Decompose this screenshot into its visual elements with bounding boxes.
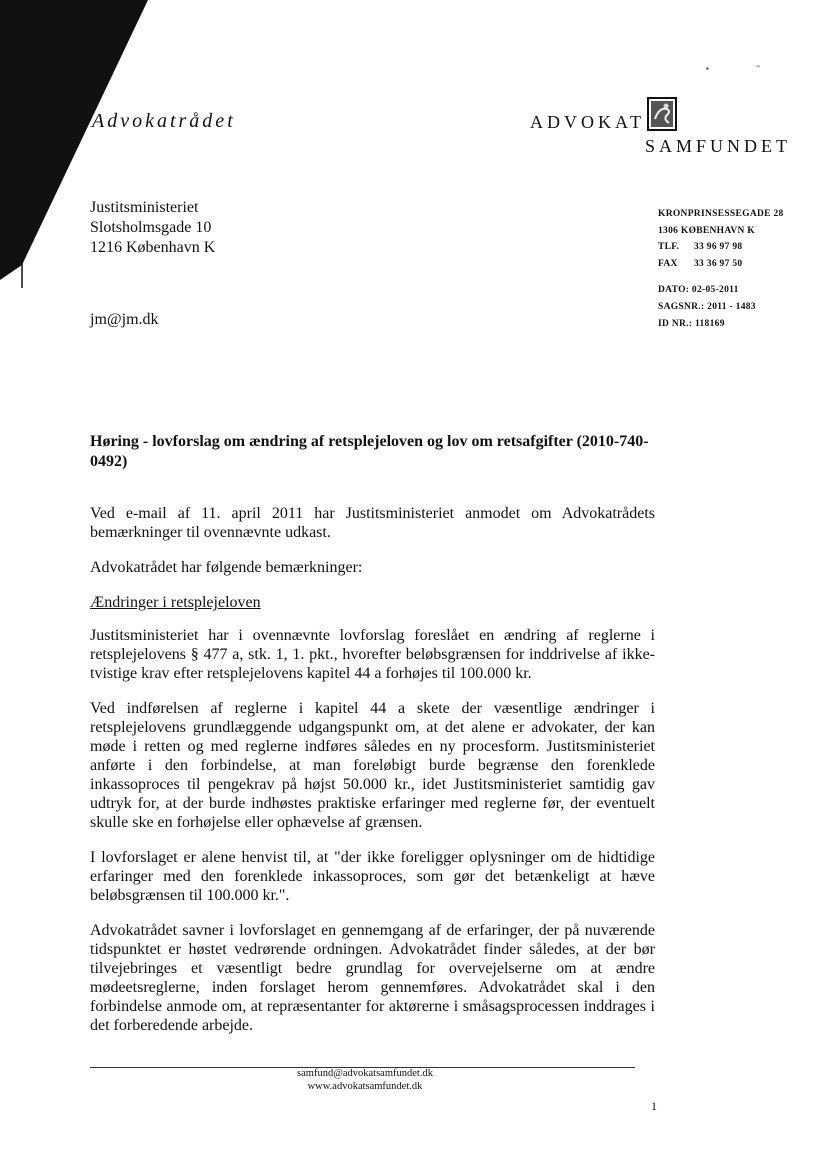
body-paragraph: Justitsministeriet har i ovennævnte lovforslag foreslået en ændring af reglerne i retsplejelovens § 477 a, stk. 1, 1. pkt., hvorefter beløbsgrænsen for inddrivelse af ikke-tvistige krav efter retsplejelovens kapitel 44 a forhøjes til 100.000 kr. bbox=[90, 627, 655, 682]
scan-speck: ▪ bbox=[706, 64, 709, 73]
advokatraadet-wordmark: Advokatrådet bbox=[92, 110, 236, 132]
case-number: SAGSNR.: 2011 - 1483 bbox=[658, 302, 756, 312]
advokatsamfundet-logo bbox=[530, 94, 800, 164]
justice-emblem-icon bbox=[647, 97, 677, 131]
body-paragraph: Ved e-mail af 11. april 2011 har Justitsministeriet anmodet om Advokatrådets bemærkninger til ovennævnte udkast. bbox=[90, 505, 655, 541]
footer-contact bbox=[90, 1067, 640, 1093]
logo-word-samfundet: SAMFUNDET bbox=[645, 136, 792, 156]
letter-metadata bbox=[658, 282, 756, 333]
body-paragraph: Advokatrådet har følgende bemærkninger: bbox=[90, 559, 363, 576]
footer-website: www.advokatsamfundet.dk bbox=[307, 1081, 423, 1092]
body-paragraph: Ved indførelsen af reglerne i kapitel 44 a skete der væsentlige ændringer i retsplejelovens grundlæggende udgangspunkt om, at det alene er advokater, der kan møde i retten og med reglerne indføres således en ny procesform. Justitsministeriet anførte i den forbindelse, at man foreløbigt burde begrænse den forenklede inkassoproces til pengekrav på højst 50.000 kr., idet Justitsministeriet samtidig gav udtryk for, at der burde indhøstes praktiske erfaringer med reglerne før, der eventuelt skulle ske en forhøjelse eller ophævelse af grænsen. bbox=[90, 700, 655, 831]
body-paragraph: I lovforslaget er alene henvist til, at "der ikke foreligger oplysninger om de hidtidige erfaringer med den forenklede inkassoproces, som gør det betænkeligt at hæve beløbsgrænsen til 100.000 kr.". bbox=[90, 849, 655, 904]
body-paragraph: Advokatrådet savner i lovforslaget en gennemgang af de erfaringer, der på nuværende tidspunktet er høstet vedrørende ordningen. Advokatrådet finder således, at der bør tilvejebringes et væsentligt bedre grundlag for overvejelserne om at ændre mødeetsreglerne, inden forslaget herom gennemføres. Advokatrådet skal i den forbindelse anmode om, at repræsentanter for aktørerne i småsagsprocessen inddrages i det forberedende arbejde. bbox=[90, 922, 655, 1034]
recipient-street: Slotsholmsgade 10 bbox=[90, 219, 212, 236]
sender-fax: FAX 33 36 97 50 bbox=[658, 258, 743, 269]
page-number: 1 bbox=[651, 1099, 657, 1113]
footer-email: samfund@advokatsamfundet.dk bbox=[297, 1068, 433, 1079]
sender-phone: TLF. 33 96 97 98 bbox=[658, 242, 743, 252]
scan-speck: ~ bbox=[756, 62, 761, 71]
sender-address bbox=[658, 206, 784, 272]
id-number: ID NR.: 118169 bbox=[658, 319, 725, 329]
section-heading: Ændringer i retsplejeloven bbox=[90, 594, 261, 611]
letter-subject: Høring - lovforslag om ændring af retsplejeloven og lov om retsafgifter (2010-740-0492) bbox=[90, 433, 649, 470]
sender-street: KRONPRINSESSEGADE 28 bbox=[658, 209, 784, 219]
letter-date: DATO: 02-05-2011 bbox=[658, 285, 739, 295]
recipient-name: Justitsministeriet bbox=[90, 199, 199, 216]
recipient-email: jm@jm.dk bbox=[90, 311, 159, 328]
recipient-city: 1216 København K bbox=[90, 239, 216, 256]
letter-body bbox=[90, 504, 655, 1051]
logo-word-advokat: ADVOKAT bbox=[530, 112, 645, 132]
recipient-address bbox=[90, 198, 215, 258]
sender-city: 1306 KØBENHAVN K bbox=[658, 225, 755, 236]
